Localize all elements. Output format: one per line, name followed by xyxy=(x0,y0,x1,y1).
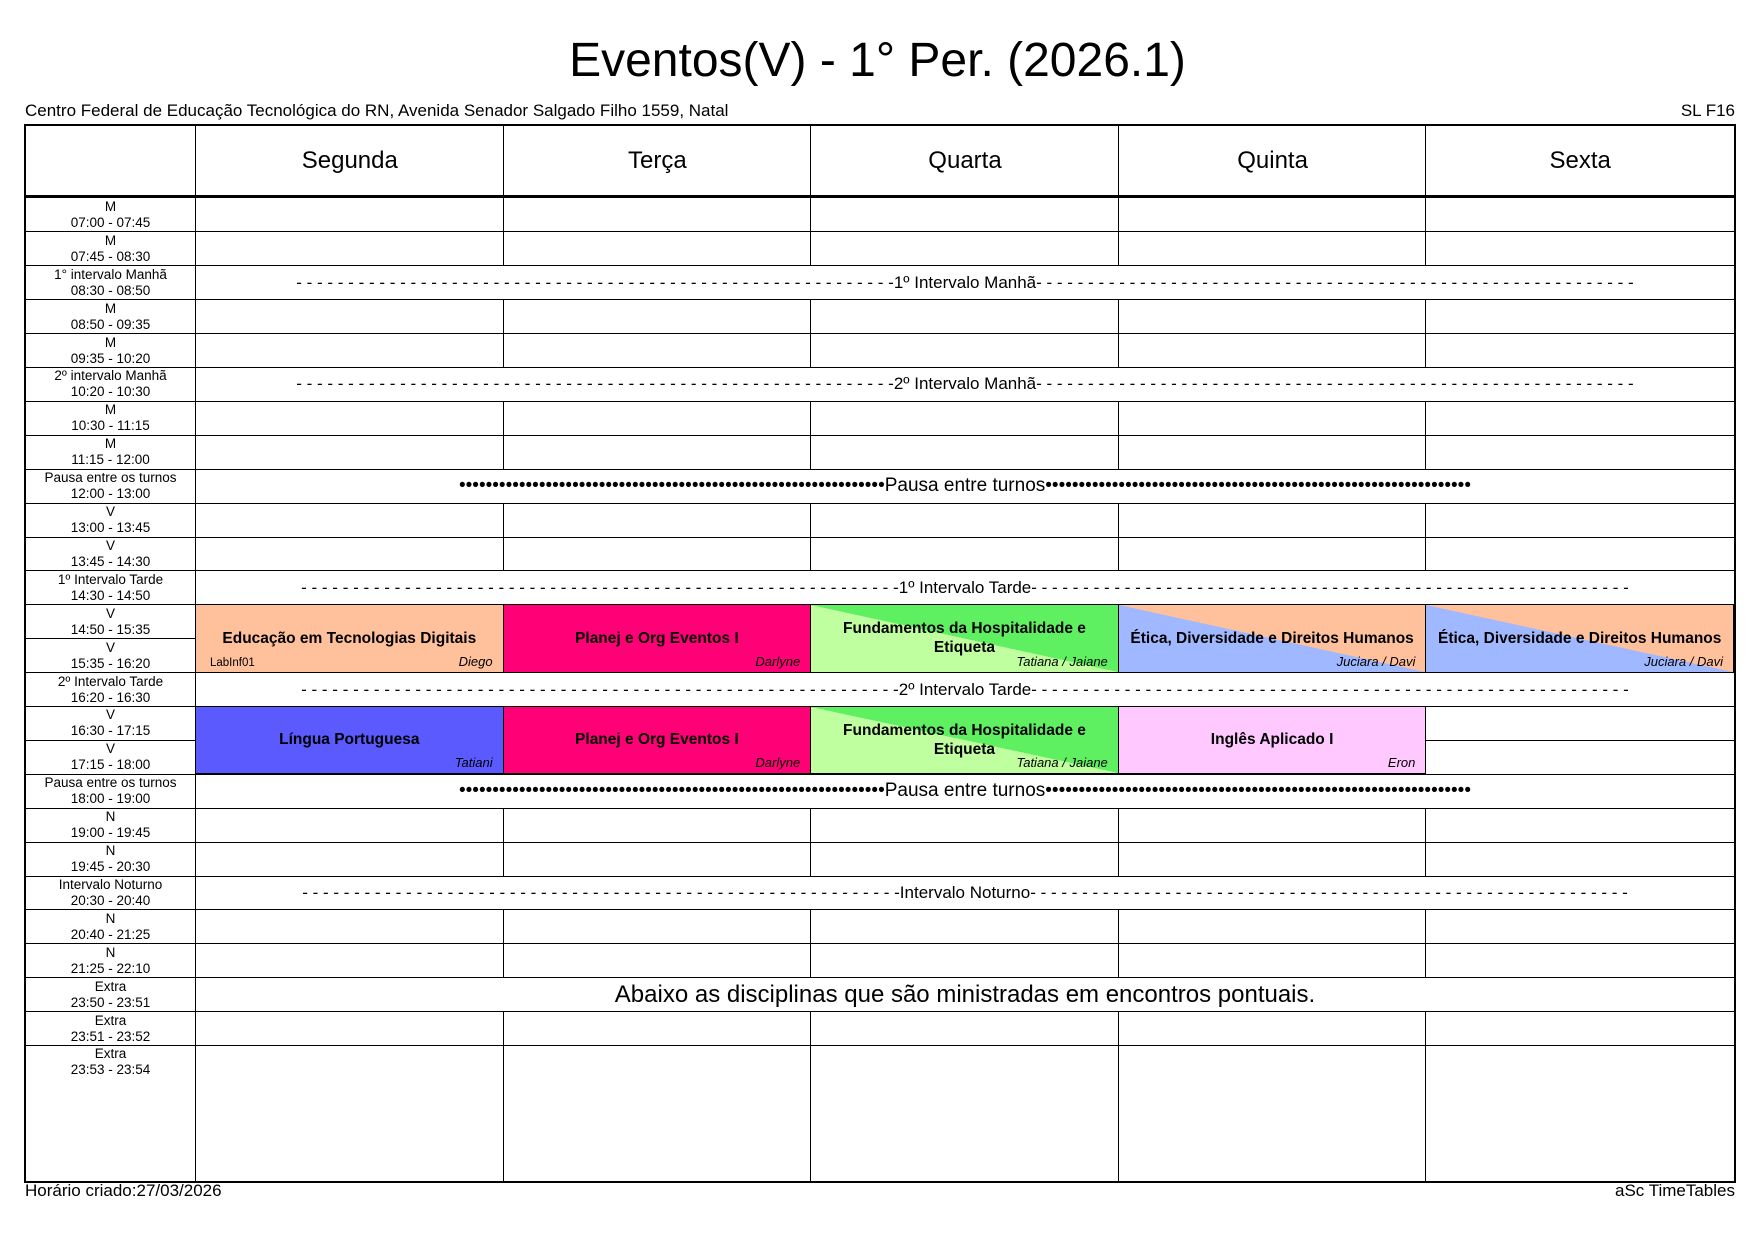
day-header: Quinta xyxy=(1237,146,1308,174)
period-label xyxy=(26,232,195,266)
software-credit: aSc TimeTables xyxy=(1615,1181,1735,1200)
day-header: Segunda xyxy=(301,146,398,174)
lesson-teacher: Juciara / Davi xyxy=(1336,653,1416,669)
break-label: Pausa entre turnos xyxy=(884,780,1046,802)
period-time: 15:35 - 16:20 xyxy=(70,655,151,671)
break-bar xyxy=(196,775,1734,808)
lesson-card[interactable] xyxy=(196,605,504,673)
period-name: V xyxy=(105,537,115,553)
period-name: V xyxy=(105,605,115,621)
period-time: 18:00 - 19:00 xyxy=(70,791,151,807)
period-name: 1° intervalo Manhã xyxy=(54,266,167,282)
row-divider xyxy=(26,333,1734,334)
break-label: 1º Intervalo Tarde xyxy=(898,577,1032,597)
period-label xyxy=(26,673,195,707)
period-time: 12:00 - 13:00 xyxy=(70,486,151,502)
period-time: 07:00 - 07:45 xyxy=(70,214,151,230)
row-divider xyxy=(26,401,1734,402)
period-name: Intervalo Noturno xyxy=(58,876,163,892)
dash-line: - - - - - - - - - - - - - - - - - - - - - - - - - - - - - - - - - - - - - - - - - - - - - - - - - - - - - - - - - - xyxy=(301,679,899,699)
lesson-card[interactable] xyxy=(504,707,812,775)
lesson-card[interactable] xyxy=(1426,605,1734,673)
period-label xyxy=(26,401,195,435)
break-bar xyxy=(196,470,1734,503)
period-time: 23:51 - 23:52 xyxy=(70,1028,151,1044)
period-label xyxy=(26,910,195,944)
dash-line: - - - - - - - - - - - - - - - - - - - - - - - - - - - - - - - - - - - - - - - - - - - - - - - - - - - - - - - - - - xyxy=(302,882,900,902)
lesson-teacher: Eron xyxy=(1387,755,1416,771)
dash-line: - - - - - - - - - - - - - - - - - - - - - - - - - - - - - - - - - - - - - - - - - - - - - - - - - - - - - - - - - - xyxy=(296,272,894,292)
period-label xyxy=(26,469,195,503)
break-label: 2º Intervalo Tarde xyxy=(898,679,1032,699)
dash-line: - - - - - - - - - - - - - - - - - - - - - - - - - - - - - - - - - - - - - - - - - - - - - - - - - - - - - - - - - - xyxy=(301,577,899,597)
day-header: Terça xyxy=(628,146,687,174)
room-code: SL F16 xyxy=(1680,101,1735,120)
period-label xyxy=(26,435,195,469)
lesson-card[interactable] xyxy=(504,605,812,673)
dash-line: - - - - - - - - - - - - - - - - - - - - - - - - - - - - - - - - - - - - - - - - - - - - - - - - - - - - - - - - - - xyxy=(1030,882,1628,902)
lesson-room: LabInf01 xyxy=(210,656,255,669)
lesson-card[interactable] xyxy=(1119,605,1427,673)
period-label xyxy=(26,605,195,639)
period-label xyxy=(26,944,195,978)
period-label xyxy=(26,842,195,876)
row-divider xyxy=(26,537,1734,538)
row-divider xyxy=(26,909,1734,910)
period-label xyxy=(26,266,195,300)
lesson-teacher: Tatiana / Jaiane xyxy=(1016,653,1108,669)
break-bar xyxy=(196,266,1734,299)
lesson-subject: Inglês Aplicado I xyxy=(1210,731,1334,749)
row-divider xyxy=(26,231,1734,232)
break-bar xyxy=(196,571,1734,604)
period-label xyxy=(26,639,195,673)
lesson-teacher: Juciara / Davi xyxy=(1644,653,1723,669)
lesson-subject: Ética, Diversidade e Direitos Humanos xyxy=(1130,629,1414,647)
period-time: 14:50 - 15:35 xyxy=(70,621,151,637)
period-name: V xyxy=(105,639,115,655)
period-time: 23:53 - 23:54 xyxy=(70,1062,151,1078)
lesson-subject: Fundamentos da Hospitalidade e Etiqueta xyxy=(843,721,1086,758)
break-label: Abaixo as disciplinas que são ministradas em encontros pontuais. xyxy=(614,980,1316,1008)
period-time: 08:50 - 09:35 xyxy=(70,316,151,332)
lesson-card[interactable] xyxy=(196,707,504,775)
lesson-card[interactable] xyxy=(811,605,1119,673)
period-name: Pausa entre os turnos xyxy=(44,470,177,486)
period-label xyxy=(26,1012,195,1046)
period-label xyxy=(26,978,195,1012)
break-bar xyxy=(196,673,1734,706)
period-label xyxy=(26,334,195,368)
period-time: 13:00 - 13:45 xyxy=(70,520,151,536)
row-divider xyxy=(26,299,1734,300)
lesson-teacher: Tatiana / Jaiane xyxy=(1016,755,1108,771)
period-time: 10:20 - 10:30 xyxy=(70,384,151,400)
row-divider xyxy=(26,808,1734,809)
row-divider xyxy=(26,1045,1734,1046)
period-label xyxy=(26,537,195,571)
lesson-subject: Planej e Org Eventos I xyxy=(575,731,739,749)
period-time: 19:00 - 19:45 xyxy=(70,825,151,841)
break-label: 2º Intervalo Manhã xyxy=(893,374,1037,394)
row-divider xyxy=(26,1011,1734,1012)
period-label xyxy=(26,198,195,232)
row-divider xyxy=(26,503,1734,504)
period-name: N xyxy=(105,809,116,825)
lesson-subject: Língua Portuguesa xyxy=(279,731,420,749)
period-name: N xyxy=(105,843,116,859)
period-name: Extra xyxy=(94,1046,127,1062)
lesson-subject: Ética, Diversidade e Direitos Humanos xyxy=(1437,629,1722,647)
period-label xyxy=(26,774,195,808)
period-name: M xyxy=(104,402,117,418)
break-bar xyxy=(196,368,1734,401)
period-name: Extra xyxy=(94,1012,127,1028)
period-name: M xyxy=(104,300,117,316)
row-divider xyxy=(26,943,1734,944)
period-name: M xyxy=(104,436,117,452)
dash-line: - - - - - - - - - - - - - - - - - - - - - - - - - - - - - - - - - - - - - - - - - - - - - - - - - - - - - - - - - - xyxy=(296,374,894,394)
period-name: N xyxy=(105,910,116,926)
period-label xyxy=(26,740,195,774)
period-time: 16:30 - 17:15 xyxy=(70,723,151,739)
period-time: 19:45 - 20:30 xyxy=(70,859,151,875)
period-label xyxy=(26,571,195,605)
lesson-subject: Educação em Tecnologias Digitais xyxy=(222,629,477,647)
lesson-subject: Planej e Org Eventos I xyxy=(575,629,739,647)
break-bar xyxy=(196,978,1734,1011)
period-time: 20:30 - 20:40 xyxy=(70,892,151,908)
lesson-card[interactable] xyxy=(1119,707,1427,775)
period-label xyxy=(26,300,195,334)
lesson-subject: Fundamentos da Hospitalidade e Etiqueta xyxy=(843,620,1086,657)
dash-line: - - - - - - - - - - - - - - - - - - - - - - - - - - - - - - - - - - - - - - - - - - - - - - - - - - - - - - - - - - xyxy=(1036,272,1634,292)
period-name: 1º Intervalo Tarde xyxy=(57,571,164,587)
day-header: Quarta xyxy=(928,146,1002,174)
dash-line: - - - - - - - - - - - - - - - - - - - - - - - - - - - - - - - - - - - - - - - - - - - - - - - - - - - - - - - - - - xyxy=(1031,577,1629,597)
break-label: 1º Intervalo Manhã xyxy=(893,272,1037,292)
period-time: 10:30 - 11:15 xyxy=(71,418,150,434)
lesson-card[interactable] xyxy=(811,707,1119,775)
created-date: Horário criado:27/03/2026 xyxy=(25,1181,222,1200)
dot-line: •••••••••••••••••••••••••••••••••••••••••••••••••••••••••••••••• xyxy=(1045,780,1471,802)
period-name: M xyxy=(104,232,117,248)
period-name: Extra xyxy=(94,978,127,994)
period-name: 2º Intervalo Tarde xyxy=(57,673,164,689)
period-time: 16:20 - 16:30 xyxy=(70,689,151,705)
dot-line: •••••••••••••••••••••••••••••••••••••••••••••••••••••••••••••••• xyxy=(459,780,885,802)
break-bar xyxy=(196,877,1734,910)
period-label xyxy=(26,707,195,741)
row-divider xyxy=(26,842,1734,843)
period-name: 2º intervalo Manhã xyxy=(54,368,167,384)
break-label: Pausa entre turnos xyxy=(884,475,1046,497)
lesson-teacher: Darlyne xyxy=(755,653,801,669)
period-name: V xyxy=(105,741,115,757)
period-time: 09:35 - 10:20 xyxy=(70,350,151,366)
header-separator xyxy=(26,195,1734,198)
dot-line: •••••••••••••••••••••••••••••••••••••••••••••••••••••••••••••••• xyxy=(459,475,885,497)
lesson-teacher: Tatiani xyxy=(454,755,493,771)
break-label: Intervalo Noturno xyxy=(899,882,1031,902)
period-label xyxy=(26,1046,195,1080)
period-name: V xyxy=(105,707,115,723)
dot-line: •••••••••••••••••••••••••••••••••••••••••••••••••••••••••••••••• xyxy=(1045,475,1471,497)
lesson-teacher: Darlyne xyxy=(755,755,801,771)
period-label xyxy=(26,808,195,842)
page-title: Eventos(V) - 1° Per. (2026.1) xyxy=(569,34,1186,87)
period-time: 23:50 - 23:51 xyxy=(70,994,151,1010)
period-time: 14:30 - 14:50 xyxy=(70,587,151,603)
period-name: V xyxy=(105,504,115,520)
period-time: 20:40 - 21:25 xyxy=(70,926,151,942)
lesson-teacher: Diego xyxy=(458,653,493,669)
period-label xyxy=(26,503,195,537)
period-name: M xyxy=(104,334,117,350)
period-name: N xyxy=(105,944,116,960)
school-address: Centro Federal de Educação Tecnológica do RN, Avenida Senador Salgado Filho 1559, Natal xyxy=(25,101,729,120)
period-name: Pausa entre os turnos xyxy=(44,775,177,791)
period-name: M xyxy=(104,198,117,214)
day-header: Sexta xyxy=(1549,146,1611,174)
period-time: 08:30 - 08:50 xyxy=(70,282,151,298)
period-label xyxy=(26,368,195,402)
period-time: 17:15 - 18:00 xyxy=(70,757,151,773)
period-time: 13:45 - 14:30 xyxy=(70,553,151,569)
period-time: 07:45 - 08:30 xyxy=(70,248,151,264)
dash-line: - - - - - - - - - - - - - - - - - - - - - - - - - - - - - - - - - - - - - - - - - - - - - - - - - - - - - - - - - - xyxy=(1031,679,1629,699)
row-divider xyxy=(26,435,1734,436)
timetable-grid xyxy=(24,124,1736,1183)
period-time: 21:25 - 22:10 xyxy=(70,960,151,976)
period-time: 11:15 - 12:00 xyxy=(71,452,150,468)
period-label xyxy=(26,876,195,910)
dash-line: - - - - - - - - - - - - - - - - - - - - - - - - - - - - - - - - - - - - - - - - - - - - - - - - - - - - - - - - - - xyxy=(1036,374,1634,394)
